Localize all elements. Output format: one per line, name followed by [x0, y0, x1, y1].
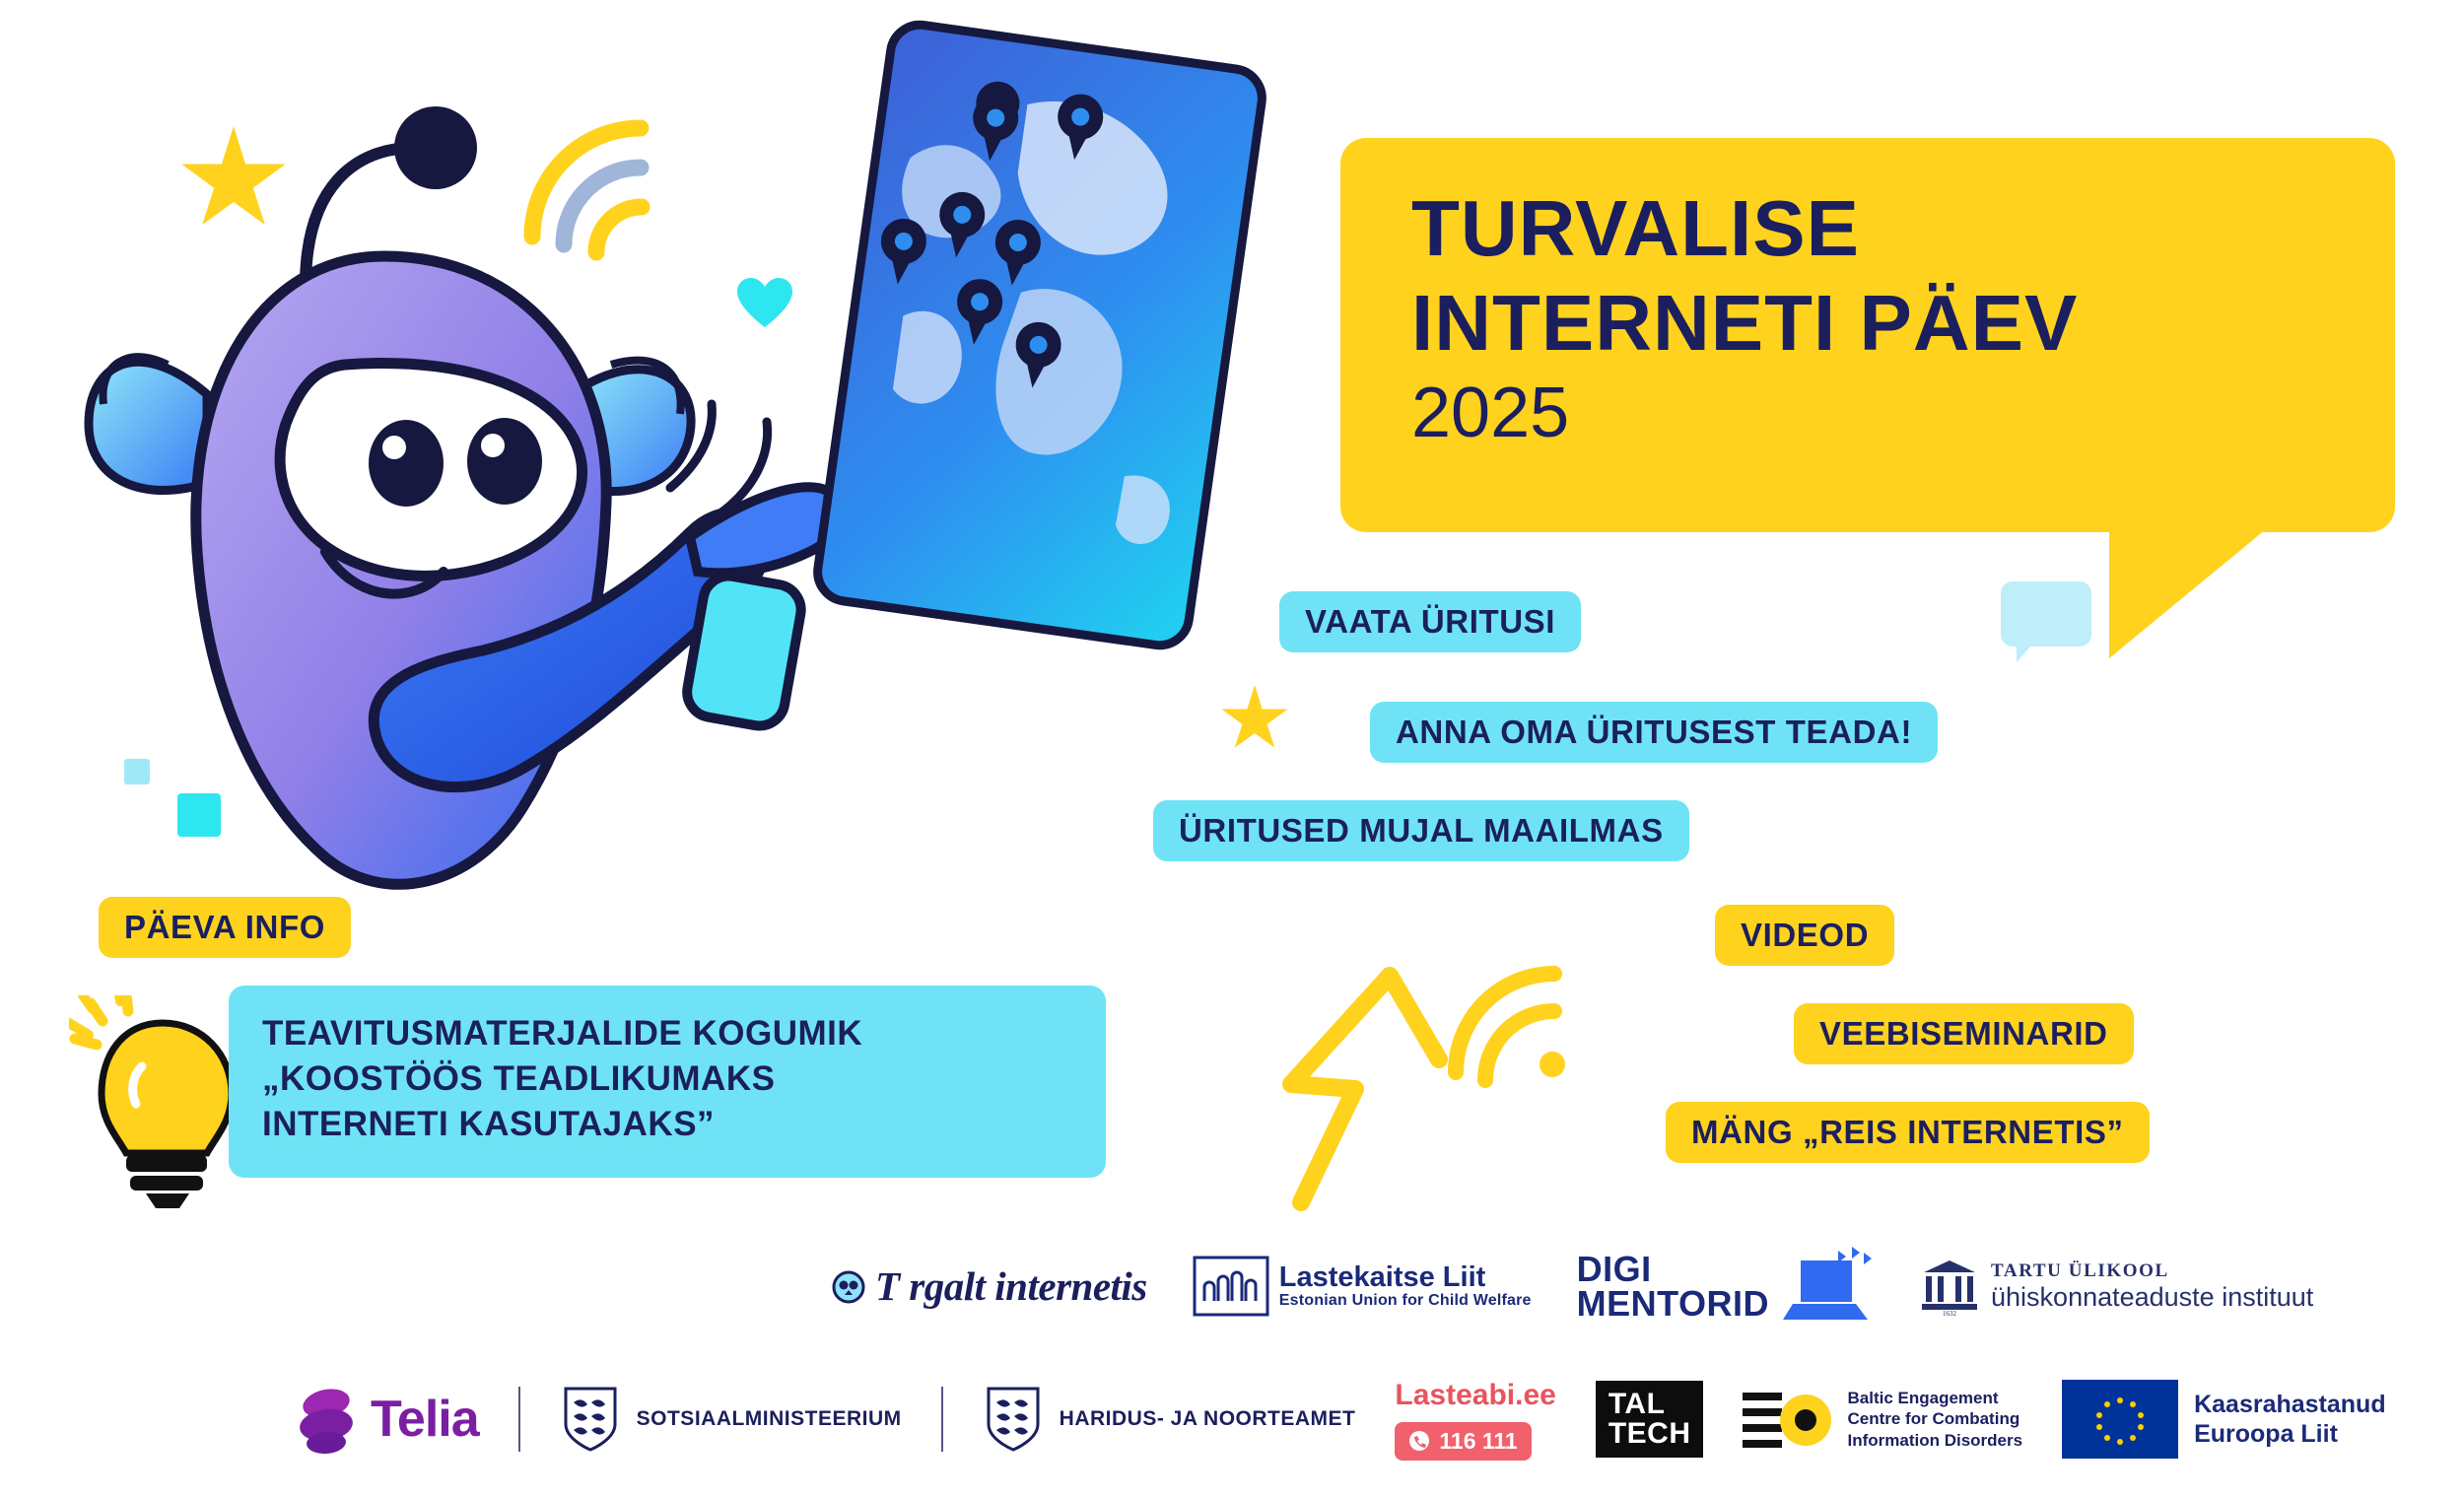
eu-flag-icon — [2062, 1380, 2178, 1459]
logo-text: SOTSIAALMINISTEERIUM — [636, 1407, 902, 1430]
digimentorid-laptop-icon — [1779, 1247, 1873, 1326]
logo-subtitle: Estonian Union for Child Welfare — [1278, 1292, 1532, 1310]
star-icon-small — [1220, 685, 1289, 754]
tablet-map-illustration — [808, 16, 1271, 654]
logo-line-2: Centre for Combating — [1847, 1409, 2020, 1429]
logo-line-2: Euroopa Liit — [2194, 1420, 2338, 1448]
estonian-coat-of-arms-icon — [560, 1385, 621, 1454]
logo-divider — [518, 1387, 520, 1452]
main-title-bubble — [1340, 138, 2395, 532]
lightning-bolt-icon — [1252, 966, 1478, 1212]
logo-line-1: Baltic Engagement — [1847, 1389, 1999, 1408]
link-veebiseminarid[interactable] — [1794, 1003, 2134, 1064]
lightbulb-icon — [69, 995, 246, 1222]
logo-digimentorid[interactable] — [1577, 1247, 1873, 1326]
materials-line-2: „KOOSTÖÖS TEADLIKUMAKS — [262, 1059, 776, 1099]
link-label: ÜRITUSED MUJAL MAAILMAS — [1179, 812, 1664, 849]
logo-line-1: Kaasrahastanud — [2194, 1391, 2386, 1418]
link-paeva-info[interactable] — [99, 897, 351, 958]
estonian-coat-of-arms-icon-2 — [983, 1385, 1044, 1454]
logo-line-2: TECH — [1608, 1417, 1691, 1450]
phone-number: 116 111 — [1439, 1427, 1518, 1454]
materials-line-3: INTERNETI KASUTAJAKS” — [262, 1105, 716, 1144]
tartu-ulikool-crest-icon — [1918, 1255, 1981, 1318]
logo-targalt-internetis[interactable] — [828, 1262, 1147, 1310]
link-label: VEEBISEMINARID — [1819, 1015, 2108, 1052]
link-label: PÄEVA INFO — [124, 909, 326, 945]
logo-taltech[interactable] — [1596, 1381, 1704, 1458]
logo-text: Lasteabi.ee — [1395, 1378, 1556, 1411]
logo-line-2: ühiskonnateaduste instituut — [1991, 1281, 2314, 1312]
materials-line-1: TEAVITUSMATERJALIDE KOGUMIK — [262, 1014, 863, 1053]
speech-bubble-decoration — [2001, 581, 2091, 647]
logo-text: T rgalt internetis — [875, 1263, 1147, 1309]
logo-name: Lastekaitse Liit — [1278, 1260, 1486, 1293]
title-line-2: INTERNETI PÄEV — [1411, 279, 2079, 367]
lastekaitse-liit-icon — [1193, 1256, 1269, 1317]
logo-sotsiaalministeerium[interactable] — [560, 1385, 902, 1454]
link-label: VAATA ÜRITUSI — [1305, 603, 1556, 640]
title-line-1: TURVALISE — [1411, 184, 1860, 272]
link-mang-reis-internetis[interactable] — [1666, 1102, 2150, 1163]
mascot-character — [59, 39, 946, 1025]
title-year: 2025 — [1411, 374, 1570, 452]
logo-divider-2 — [941, 1387, 943, 1452]
logo-text: Telia — [371, 1391, 479, 1448]
phone-icon — [1408, 1430, 1430, 1452]
logo-becid[interactable] — [1743, 1385, 2022, 1454]
link-teavitusmaterjalide-kogumik[interactable] — [229, 986, 1106, 1178]
partner-logo-row-secondary — [296, 1365, 2395, 1473]
link-anna-oma-uritusest-teada[interactable] — [1370, 702, 1938, 763]
logo-line-1: DIGI — [1576, 1248, 1652, 1289]
logo-haridus-ja-noorteamet[interactable] — [983, 1385, 1356, 1454]
becid-icon — [1743, 1385, 1833, 1454]
partner-logo-row-primary — [828, 1237, 2425, 1335]
link-label: VIDEOD — [1741, 917, 1870, 953]
logo-telia[interactable] — [296, 1384, 479, 1455]
logo-line-1: TARTU ÜLIKOOL — [1991, 1260, 2169, 1281]
link-videod[interactable] — [1715, 905, 1894, 966]
logo-line-1: TAL — [1608, 1388, 1666, 1420]
link-label: ANNA OMA ÜRITUSEST TEADA! — [1396, 714, 1913, 750]
logo-line-2: MENTORID — [1576, 1283, 1770, 1324]
link-vaata-uritusi[interactable] — [1279, 591, 1581, 652]
logo-lastekaitse-liit[interactable] — [1193, 1256, 1532, 1317]
logo-lasteabi[interactable] — [1395, 1379, 1555, 1461]
bubble-tail — [2109, 520, 2277, 658]
logo-tartu-ulikool[interactable] — [1918, 1255, 2313, 1318]
link-uritused-mujal-maailmas[interactable] — [1153, 800, 1689, 861]
logo-euroopa-liit[interactable] — [2062, 1380, 2386, 1459]
link-label: MÄNG „REIS INTERNETIS” — [1691, 1114, 2124, 1150]
telia-icon — [296, 1384, 357, 1455]
logo-text: HARIDUS- JA NOORTEAMET — [1059, 1407, 1356, 1430]
logo-line-3: Information Disorders — [1847, 1430, 2023, 1450]
lasteabi-phone-badge[interactable] — [1395, 1422, 1531, 1461]
svg-text:1632: 1632 — [1943, 1310, 1957, 1318]
targalt-owl-icon — [828, 1265, 869, 1307]
